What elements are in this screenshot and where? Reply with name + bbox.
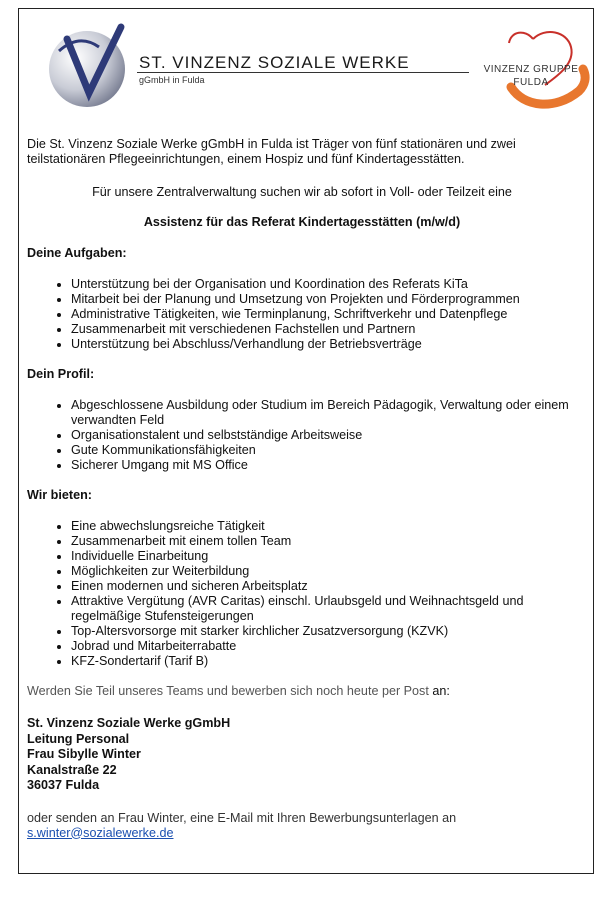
list-item: • Attraktive Vergütung (AVR Caritas) einschl. Urlaubsgeld und Weihnachtsgeld und regelmäßige Stufensteigerungen xyxy=(71,594,577,624)
gruppe-line-2: FULDA xyxy=(513,77,549,88)
intro-paragraph: Die St. Vinzenz Soziale Werke gGmbH in Fulda ist Träger von fünf stationären und zwei teilstationären Pflegeeinrichtungen, einem Hospiz und fünf Kindertagesstätten. xyxy=(27,137,516,166)
job-title: Assistenz für das Referat Kindertagesstätten (m/w/d) xyxy=(143,215,461,229)
header xyxy=(19,9,595,121)
list-item: • Administrative Tätigkeiten, wie Terminplanung, Schriftverkehr und Datenpflege xyxy=(71,307,577,322)
list-item: • Gute Kommunikationsfähigkeiten xyxy=(71,443,577,458)
search-text: Für unsere Zentralverwaltung suchen wir ab sofort in Voll- oder Teilzeit eine xyxy=(92,185,512,199)
contact-sentence: oder senden an Frau Winter, eine E-Mail mit Ihren Bewerbungsunterlagen an xyxy=(27,810,457,825)
list-item: • Möglichkeiten zur Weiterbildung xyxy=(71,564,577,579)
gruppe-text xyxy=(471,63,591,89)
tasks-heading: Deine Aufgaben: xyxy=(27,246,127,260)
vinzenz-v-emblem-icon xyxy=(39,21,149,111)
vinzenz-gruppe-logo xyxy=(471,25,591,115)
list-item: • Eine abwechslungsreiche Tätigkeit xyxy=(71,519,577,534)
list-item: • Einen modernen und sicheren Arbeitsplatz xyxy=(71,579,577,594)
contact-text xyxy=(27,811,577,841)
email-link[interactable]: s.winter@sozialewerke.de xyxy=(27,825,174,840)
address-block xyxy=(27,716,577,794)
job-posting-frame xyxy=(18,8,594,874)
offers-heading: Wir bieten: xyxy=(27,488,92,502)
gruppe-line-1: VINZENZ GRUPPE xyxy=(483,64,579,75)
org-name: ST. VINZENZ SOZIALE WERKE xyxy=(139,53,410,72)
tasks-list xyxy=(27,277,577,352)
list-item: • Jobrad und Mitarbeiterrabatte xyxy=(71,639,577,654)
address-line: Kanalstraße 22 xyxy=(27,762,117,777)
invite-text xyxy=(27,684,577,699)
list-item: • Individuelle Einarbeitung xyxy=(71,549,577,564)
list-item: • Top-Altersvorsorge mit starker kirchlicher Zusatzversorgung (KZVK) xyxy=(71,624,577,639)
list-item: • Mitarbeit bei der Planung und Umsetzung von Projekten und Förderprogrammen xyxy=(71,292,577,307)
profile-list xyxy=(27,398,577,473)
invite-suffix: an: xyxy=(428,684,450,698)
profile-heading: Dein Profil: xyxy=(27,367,95,381)
address-line: 36037 Fulda xyxy=(27,778,100,792)
list-item: • Unterstützung bei der Organisation und Koordination des Referats KiTa xyxy=(71,277,577,292)
list-item: • Zusammenarbeit mit einem tollen Team xyxy=(71,534,577,549)
address-line: Frau Sibylle Winter xyxy=(27,747,141,761)
org-subtitle: gGmbH in Fulda xyxy=(139,75,205,85)
offers-list xyxy=(27,519,577,669)
list-item: • Unterstützung bei Abschluss/Verhandlung der Betriebsverträge xyxy=(71,337,577,352)
invite-main: Werden Sie Teil unseres Teams und bewerben sich noch heute per Post xyxy=(27,684,429,698)
posting-body xyxy=(27,137,577,841)
list-item: • Zusammenarbeit mit verschiedenen Fachstellen und Partnern xyxy=(71,322,577,337)
list-item: • KFZ-Sondertarif (Tarif B) xyxy=(71,654,577,669)
logo-divider xyxy=(137,72,469,73)
address-line: St. Vinzenz Soziale Werke gGmbH xyxy=(27,716,231,730)
address-line: Leitung Personal xyxy=(27,731,130,746)
vinzenz-logo xyxy=(39,21,499,111)
list-item: • Sicherer Umgang mit MS Office xyxy=(71,458,577,473)
list-item: • Abgeschlossene Ausbildung oder Studium im Bereich Pädagogik, Verwaltung oder einem verwandten Feld xyxy=(71,398,577,428)
list-item: • Organisationstalent und selbstständige Arbeitsweise xyxy=(71,428,577,443)
